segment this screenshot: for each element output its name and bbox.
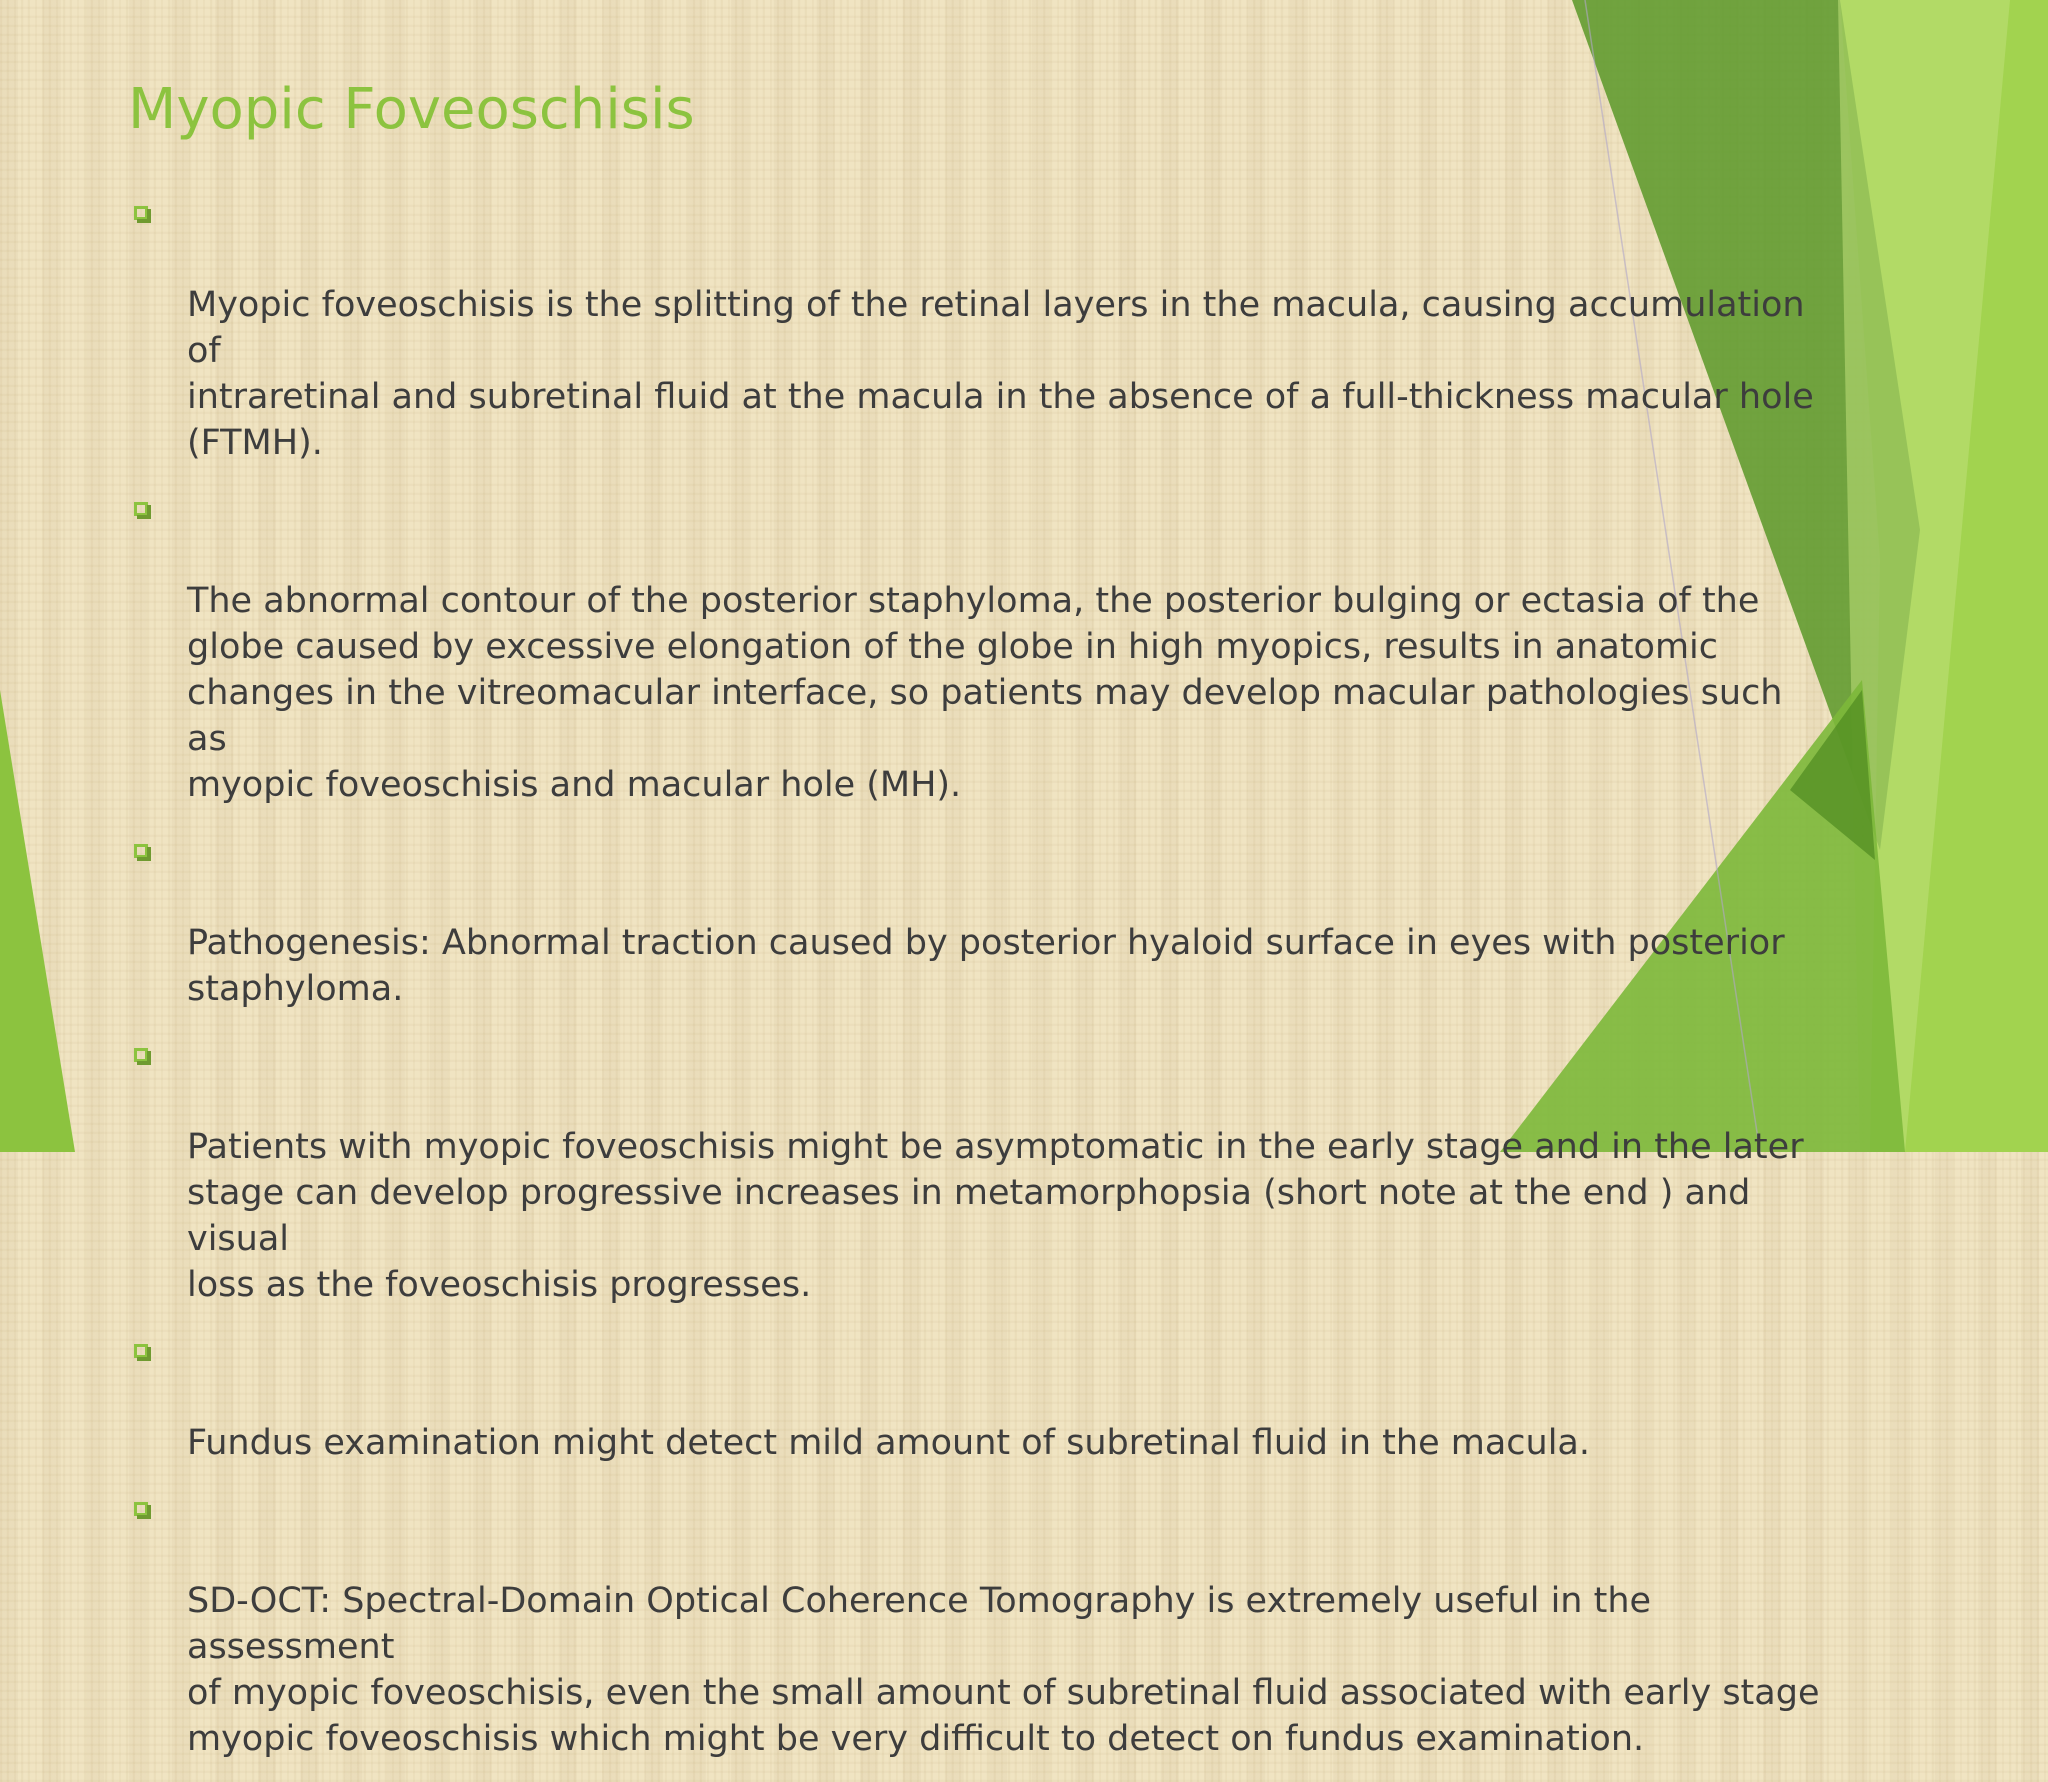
bullet-item bbox=[128, 190, 1828, 466]
bullet-item bbox=[128, 1486, 1828, 1762]
bullet-list bbox=[128, 190, 1828, 1782]
bullet-item bbox=[128, 1032, 1828, 1308]
bullet-text: Pathogenesis: Abnormal traction caused by posterior hyaloid surface in eyes with posterior staphyloma. bbox=[187, 923, 1785, 1009]
bullet-text: The abnormal contour of the posterior staphyloma, the posterior bulging or ectasia of the globe caused by excessive elongation of the globe in high myopics, results in anatomic changes in the vitreomacular interface, so patients may develop macular pathologies such as myopic foveoschisis and macular hole (MH). bbox=[187, 581, 1783, 805]
bullet-item bbox=[128, 828, 1828, 1012]
hollow-square-bullet-icon bbox=[134, 206, 148, 220]
bullet-text: SD-OCT: Spectral-Domain Optical Coherence Tomography is extremely useful in the assessment of myopic foveoschisis, even the small amount of subretinal fluid associated with early stage myopic foveoschisis which might be very difficult to detect on fundus examination. bbox=[187, 1581, 1820, 1759]
slide-title: Myopic Foveoschisis bbox=[128, 77, 695, 142]
hollow-square-bullet-icon bbox=[134, 1048, 148, 1062]
bullet-text: Patients with myopic foveoschisis might be asymptomatic in the early stage and in the later stage can develop progressive increases in metamorphopsia (short note at the end ) and visual loss as the foveoschisis progresses. bbox=[187, 1127, 1804, 1305]
hollow-square-bullet-icon bbox=[134, 1502, 148, 1516]
left-green-shape bbox=[0, 690, 75, 1152]
bullet-item bbox=[128, 1328, 1828, 1466]
bullet-text: Myopic foveoschisis is the splitting of the retinal layers in the macula, causing accumulation of intraretinal and subretinal fluid at the macula in the absence of a full-thickness macular hole (FTMH). bbox=[187, 285, 1814, 463]
hollow-square-bullet-icon bbox=[134, 502, 148, 516]
bullet-text: Fundus examination might detect mild amount of subretinal fluid in the macula. bbox=[187, 1423, 1590, 1463]
hollow-square-bullet-icon bbox=[134, 844, 148, 858]
bullet-item bbox=[128, 486, 1828, 808]
hollow-square-bullet-icon bbox=[134, 1344, 148, 1358]
